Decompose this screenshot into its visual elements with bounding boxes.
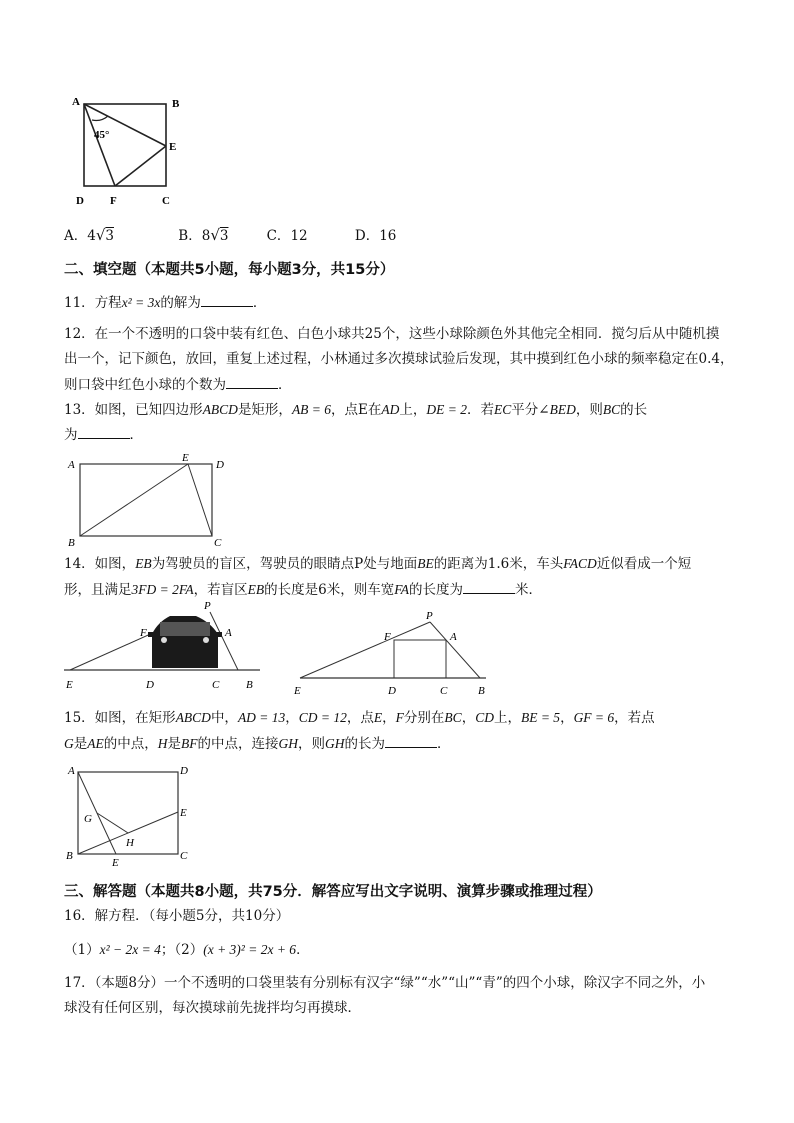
q14a-label-d: D (146, 679, 154, 691)
q10-label-b: B (172, 98, 180, 110)
q17-line1: 17．（本题8分）一个不透明的口袋里装有分别标有汉字“绿”“水”“山”“青”的四个小球，除汉字不同之外，小 (64, 975, 706, 991)
q15-line1: 15．如图，在矩形ABCD中，AD = 13，CD = 12，点E，F分别在BC，CD上，BE = 5，GF = 6，若点 (64, 710, 655, 726)
q13-label-d: D (216, 459, 224, 471)
q10-label-a: A (72, 96, 80, 108)
q13-label-e: E (182, 452, 189, 464)
q15-label-e-right: E (180, 807, 187, 819)
q14a-label-b: B (246, 679, 253, 691)
q14b-label-b: B (478, 685, 485, 697)
choice-c[interactable]: C．12 (266, 228, 308, 244)
q12-line1: 12．在一个不透明的口袋中装有红色、白色小球共25个，这些小球除颜色外其他完全相同．搅匀后从中随机摸 (64, 326, 720, 342)
q15-label-e-bottom: E (112, 857, 119, 869)
q11: 11．方程x² = 3x的解为 ． (64, 292, 266, 313)
q10-label-d: D (76, 195, 84, 207)
q16-head: 16．解方程．（每小题5分，共10分） (64, 908, 290, 924)
q14-line2: 形，且满足3FD = 2FA，若盲区EB的长度是6米，则车宽FA的长度为 米． (64, 579, 542, 600)
q10-label-e: E (169, 141, 177, 153)
q15-label-h: H (126, 837, 134, 849)
q14-answer-blank[interactable] (463, 579, 515, 594)
q12-line2: 出一个，记下颜色，放回，重复上述过程，小林通过多次摸球试验后发现，其中摸到红色小球的频率稳定在0.4， (64, 351, 734, 367)
q14b-label-e: E (294, 685, 301, 697)
q10-figure (68, 92, 188, 210)
q11-answer-blank[interactable] (201, 292, 253, 307)
q13-label-c: C (214, 537, 222, 548)
choice-b[interactable]: B．8√3 (178, 226, 229, 244)
q15-label-b: B (66, 850, 73, 862)
q10-angle-label: 45° (94, 129, 110, 141)
q13-label-a: A (68, 459, 75, 471)
q14b-label-d: D (388, 685, 396, 697)
q14-geometry-figure (290, 610, 500, 700)
q10-label-c: C (162, 195, 170, 207)
choice-d[interactable]: D．16 (354, 228, 397, 244)
choice-a[interactable]: A．4√3 (64, 226, 114, 244)
q14a-label-f: F (140, 627, 147, 639)
q15-label-d: D (180, 765, 188, 777)
q15-label-c: C (180, 850, 188, 862)
q14-line1: 14．如图，EB为驾驶员的盲区，驾驶员的眼睛点P处与地面BE的距离为1.6米，车头FACD近似看成一个短 (64, 556, 692, 572)
q14a-label-p: P (204, 600, 211, 612)
q13-line2: 为 ． (64, 424, 143, 445)
q15-label-a: A (68, 765, 75, 777)
q14b-label-p: P (426, 610, 433, 622)
q14b-label-f: F (384, 631, 391, 643)
q14-car-figure (60, 598, 270, 694)
q15-answer-blank[interactable] (385, 733, 437, 748)
section3-title: 三、解答题（本题共8小题，共75分．解答应写出文字说明、演算步骤或推理过程） (64, 884, 602, 900)
q15-figure (64, 760, 204, 870)
q14a-label-a: A (225, 627, 232, 639)
q12-line3: 则口袋中红色小球的个数为 ． (64, 374, 292, 395)
q13-answer-blank[interactable] (78, 424, 130, 439)
q13-line1: 13．如图，已知四边形ABCD是矩形，AB = 6，点E在AD上，DE = 2．若EC平分∠BED，则BC的长 (64, 402, 648, 418)
q10-label-f: F (110, 195, 117, 207)
q13-label-b: B (68, 537, 75, 548)
q12-answer-blank[interactable] (226, 374, 278, 389)
q13-figure (64, 452, 234, 548)
q15-label-g: G (84, 813, 92, 825)
q17-line2: 球没有任何区别，每次摸球前先拢拌均匀再摸球． (64, 1000, 361, 1016)
q14b-label-c: C (440, 685, 448, 697)
q14a-label-c: C (212, 679, 220, 691)
q10-choices (64, 225, 396, 246)
q14b-label-a: A (450, 631, 457, 643)
q15-line2: G是AE的中点，H是BF的中点，连接GH，则GH的长为 ． (64, 733, 451, 754)
section2-title: 二、填空题（本题共5小题，每小题3分，共15分） (64, 262, 395, 278)
q14a-label-e: E (66, 679, 73, 691)
q16-parts: （1）x² − 2x = 4；（2）(x + 3)² = 2x + 6． (64, 942, 310, 958)
